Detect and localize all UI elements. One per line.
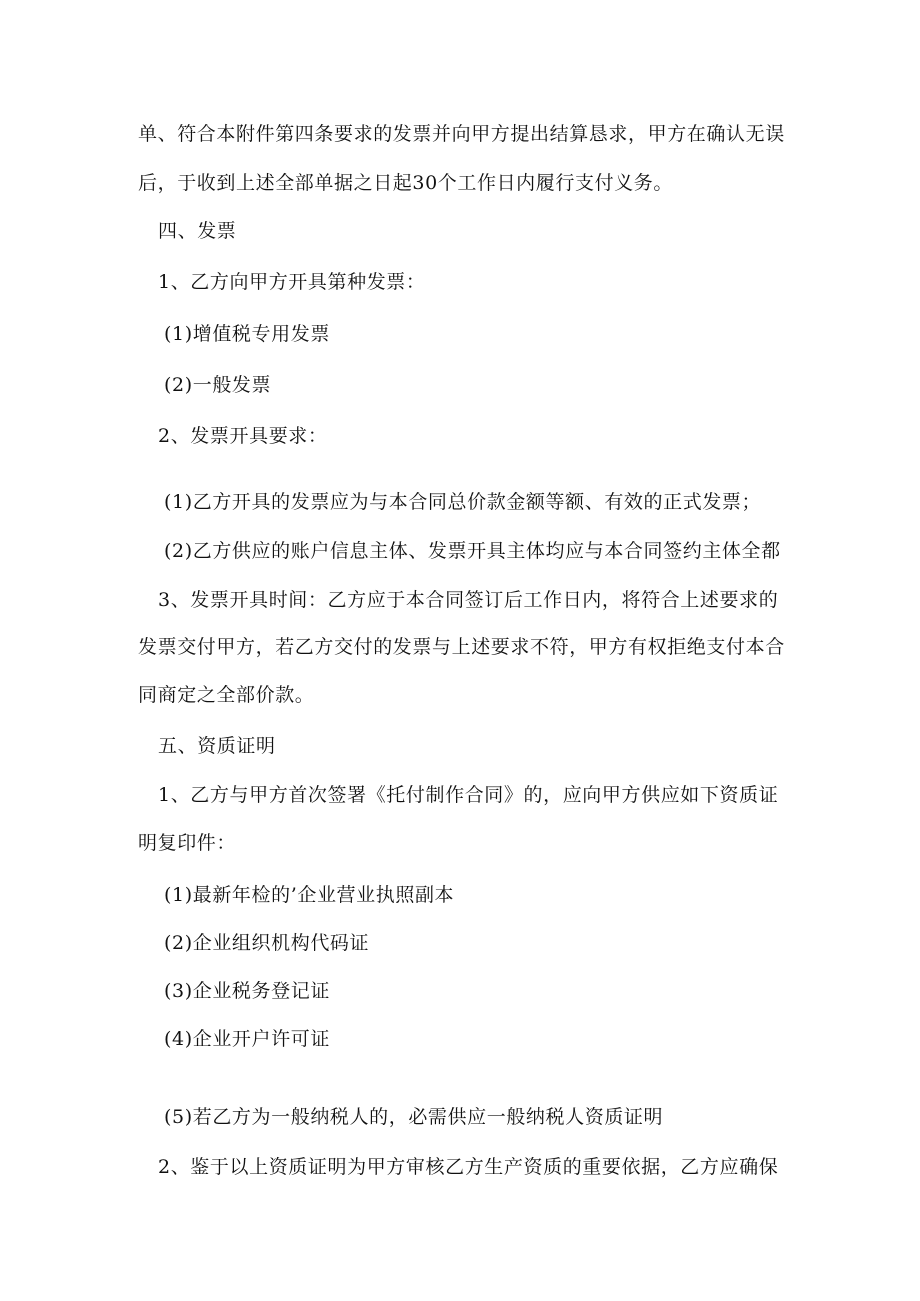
list-item: (1)最新年检的’企业营业执照副本	[164, 884, 455, 906]
paragraph-line: 同商定之全部价款。	[138, 684, 315, 706]
list-item: (3)企业税务登记证	[164, 980, 330, 1002]
paragraph-line: 明复印件：	[138, 832, 237, 854]
section-heading: 五、资质证明	[158, 735, 276, 757]
list-item: (4)企业开户许可证	[164, 1028, 330, 1050]
paragraph-line: 后，于收到上述全部单据之日起30个工作日内履行支付义务。	[138, 172, 673, 194]
paragraph-line: 2、鉴于以上资质证明为甲方审核乙方生产资质的重要依据，乙方应确保	[158, 1156, 779, 1178]
paragraph-line: 2、发票开具要求：	[158, 425, 328, 447]
paragraph-line: 1、乙方与甲方首次签署《托付制作合同》的，应向甲方供应如下资质证	[158, 784, 779, 806]
list-item: (5)若乙方为一般纳税人的，必需供应一般纳税人资质证明	[164, 1106, 664, 1128]
section-heading: 四、发票	[158, 220, 237, 242]
list-item: (2)一般发票	[164, 374, 272, 396]
paragraph-line: 发票交付甲方，若乙方交付的发票与上述要求不符，甲方有权拒绝支付本合	[138, 636, 785, 658]
list-item: (1)乙方开具的发票应为与本合同总价款金额等额、有效的正式发票；	[164, 491, 762, 513]
paragraph-line: 单、符合本附件第四条要求的发票并向甲方提出结算恳求，甲方在确认无误	[138, 123, 785, 145]
list-item: (2)乙方供应的账户信息主体、发票开具主体均应与本合同签约主体全都	[164, 540, 781, 562]
list-item: (1)增值税专用发票	[164, 323, 330, 345]
list-item: (2)企业组织机构代码证	[164, 932, 370, 954]
paragraph-line: 3、发票开具时间：乙方应于本合同签订后工作日内，将符合上述要求的	[158, 589, 779, 611]
paragraph-line: 1、乙方向甲方开具第种发票：	[158, 271, 426, 293]
